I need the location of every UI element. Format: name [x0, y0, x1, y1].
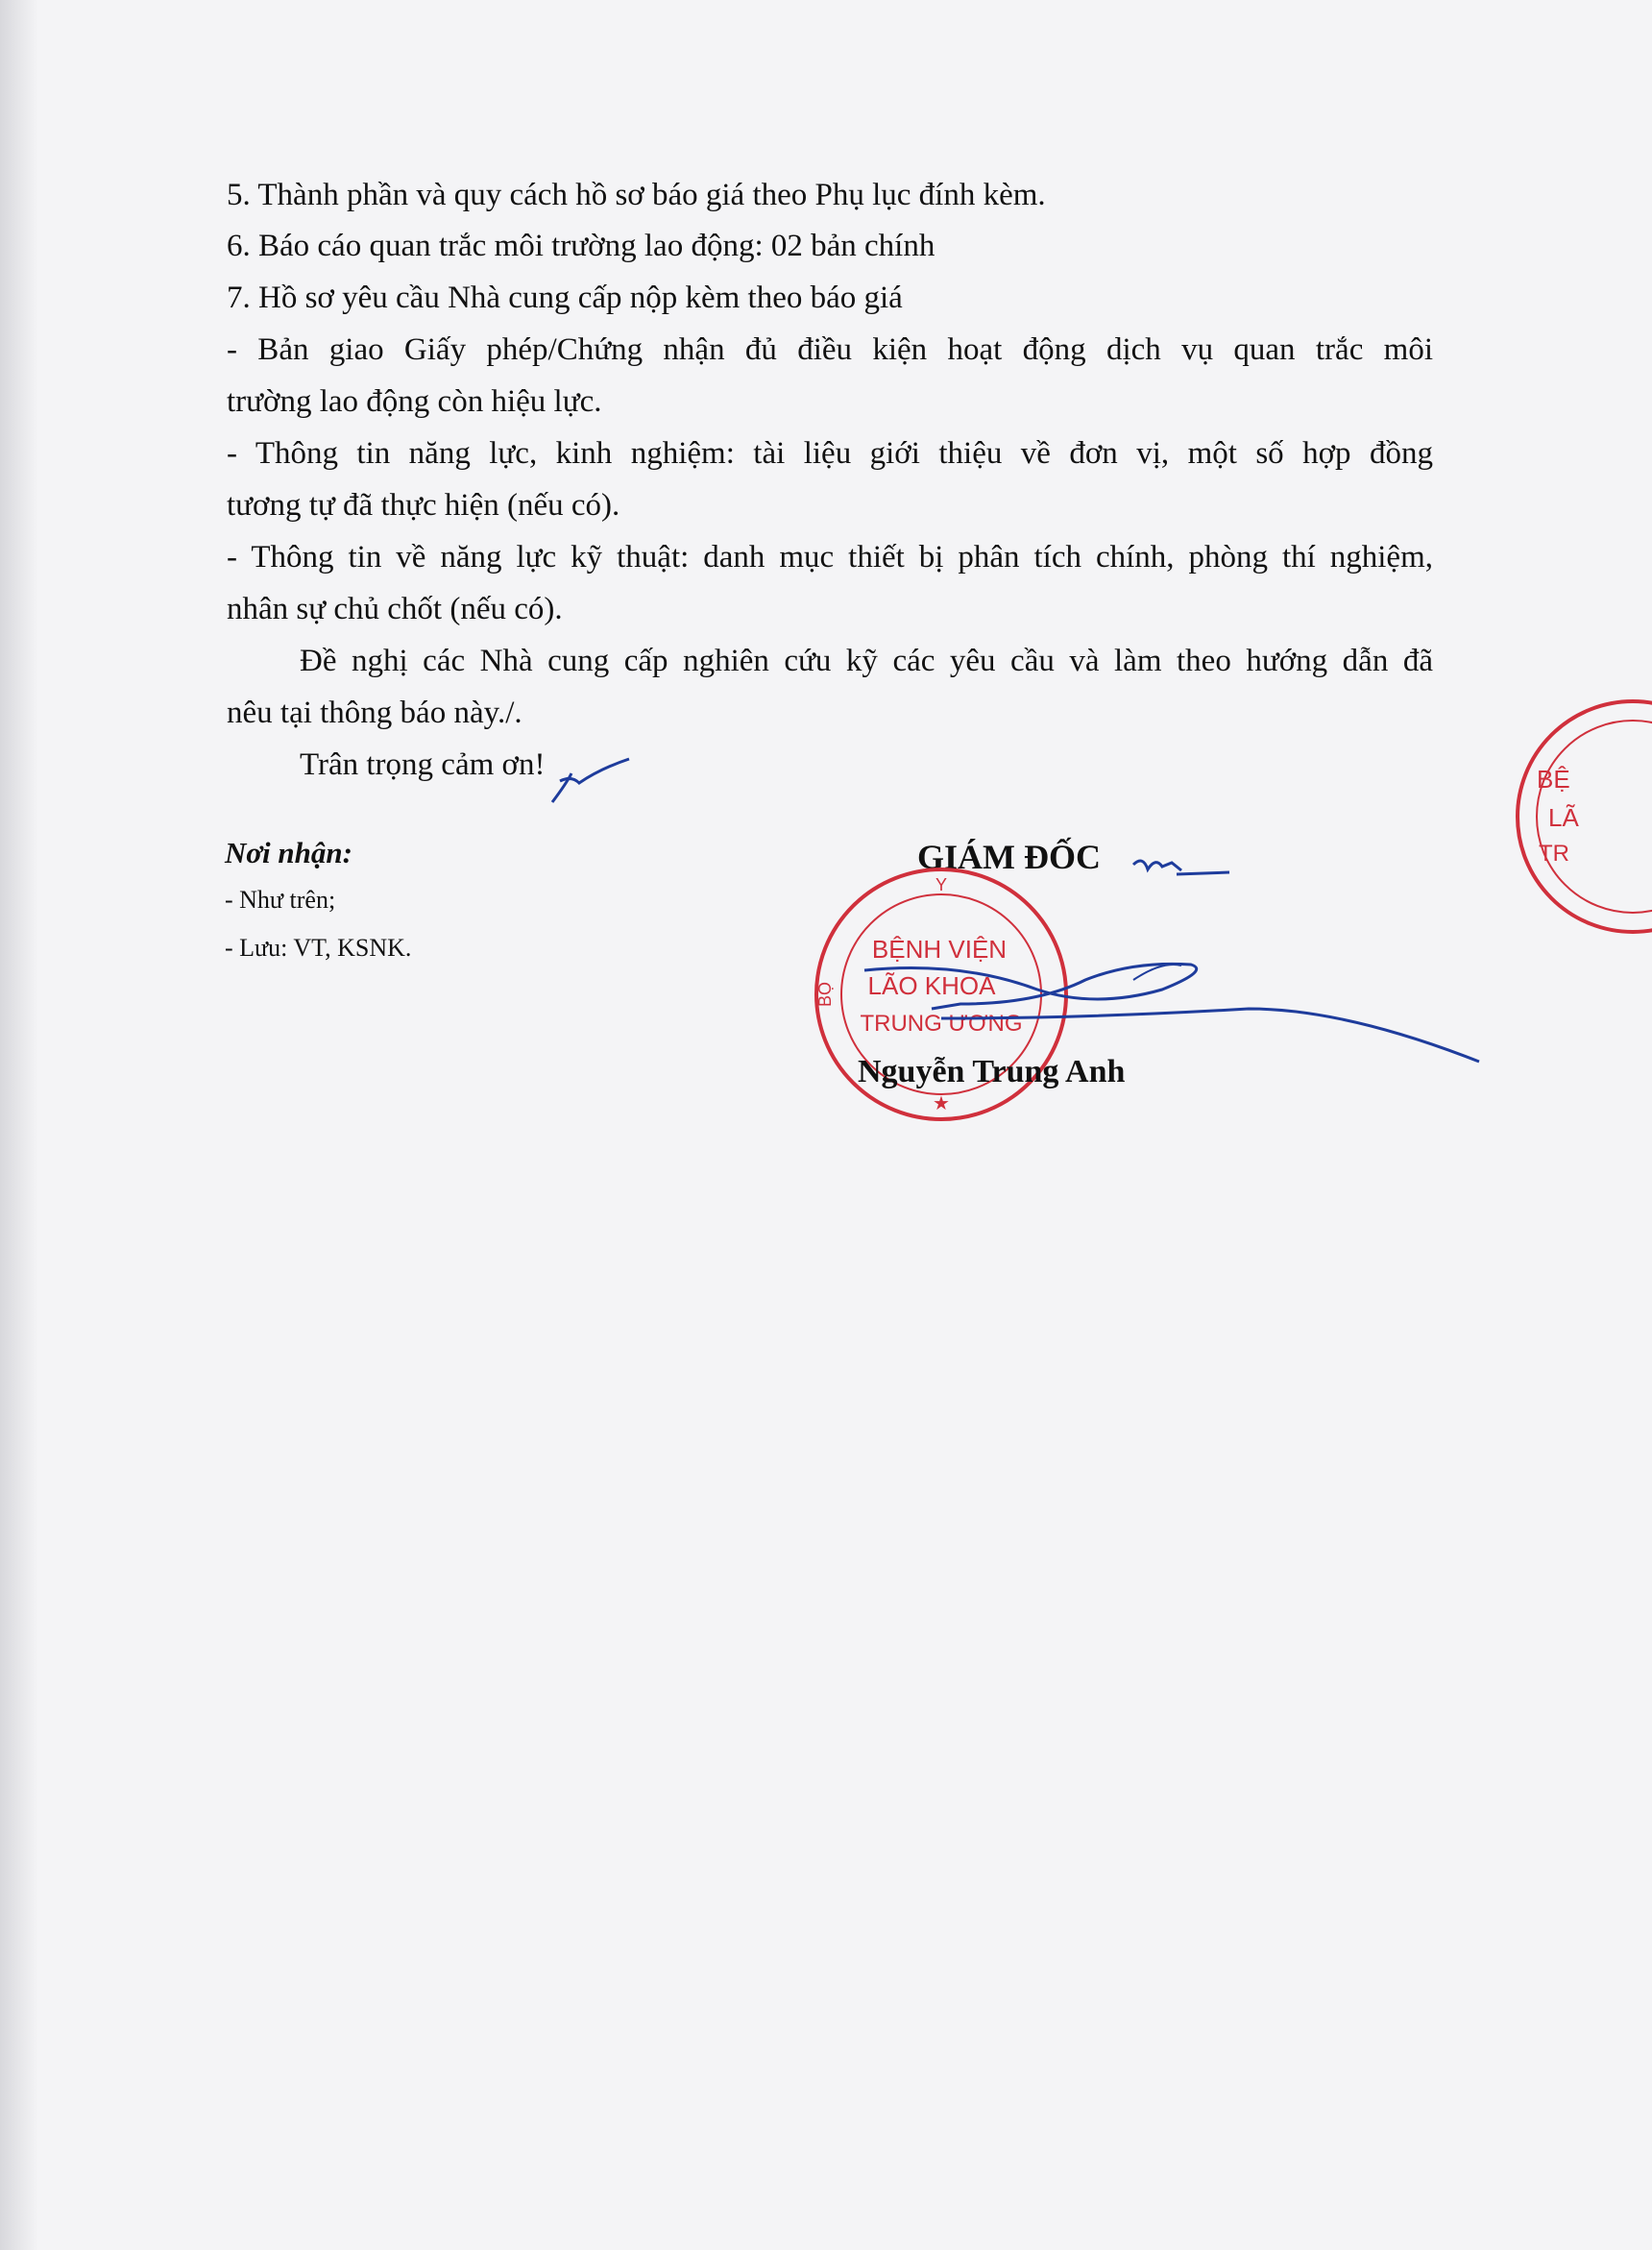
bullet-2-line-1: - Thông tin năng lực, kinh nghiệm: tài liệu giới thiệu về đơn vị, một số hợp đồng — [227, 436, 1433, 471]
bullet-3-line-1: - Thông tin về năng lực kỹ thuật: danh mục thiết bị phân tích chính, phòng thí nghiệm, — [227, 540, 1433, 575]
scan-shadow — [0, 0, 38, 2250]
item-5: 5. Thành phần và quy cách hồ sơ báo giá theo Phụ lục đính kèm. — [227, 178, 1046, 212]
partial-stamp-line-1: BỆ — [1537, 765, 1570, 794]
recipient-item: - Như trên; — [225, 886, 336, 914]
item-7: 7. Hồ sơ yêu cầu Nhà cung cấp nộp kèm theo báo giá — [227, 281, 903, 315]
bullet-1-line-1: - Bản giao Giấy phép/Chứng nhận đủ điều kiện hoạt động dịch vụ quan trắc môi — [227, 332, 1433, 367]
stamp-line-3: TRUNG ƯƠNG — [860, 1011, 1023, 1037]
stamp-star: ★ — [933, 1093, 950, 1114]
closing-line-2: nêu tại thông báo này./. — [227, 696, 522, 730]
partial-stamp-line-2: LÃ — [1548, 803, 1579, 832]
recipient-item: - Lưu: VT, KSNK. — [225, 934, 412, 962]
signer-name: Nguyễn Trung Anh — [858, 1054, 1126, 1089]
thanks-line: Trân trọng cảm ơn! — [300, 747, 546, 782]
partial-stamp-line-3: TR — [1539, 841, 1569, 867]
signature-title-mark — [1129, 845, 1234, 884]
stamp-top-letter: Y — [935, 875, 948, 894]
stamp-line-2: LÃO KHOA — [867, 971, 996, 1000]
closing-line-1: Đề nghị các Nhà cung cấp nghiên cứu kỹ các yêu cầu và làm theo hướng dẫn đã — [300, 644, 1433, 678]
recipients-title: Nơi nhận: — [225, 836, 352, 869]
bullet-3-line-2: nhân sự chủ chốt (nếu có). — [227, 592, 563, 626]
signature-title: GIÁM ĐỐC — [917, 838, 1101, 876]
stamp-left-letters: BỘ — [815, 981, 835, 1008]
partial-stamp — [1498, 673, 1652, 961]
bullet-2-line-2: tương tự đã thực hiện (nếu có). — [227, 488, 620, 523]
bullet-1-line-2: trường lao động còn hiệu lực. — [227, 384, 602, 419]
initial-mark — [543, 754, 639, 812]
item-6: 6. Báo cáo quan trắc môi trường lao động: 02 bản chính — [227, 229, 935, 263]
stamp-line-1: BỆNH VIỆN — [871, 935, 1008, 964]
